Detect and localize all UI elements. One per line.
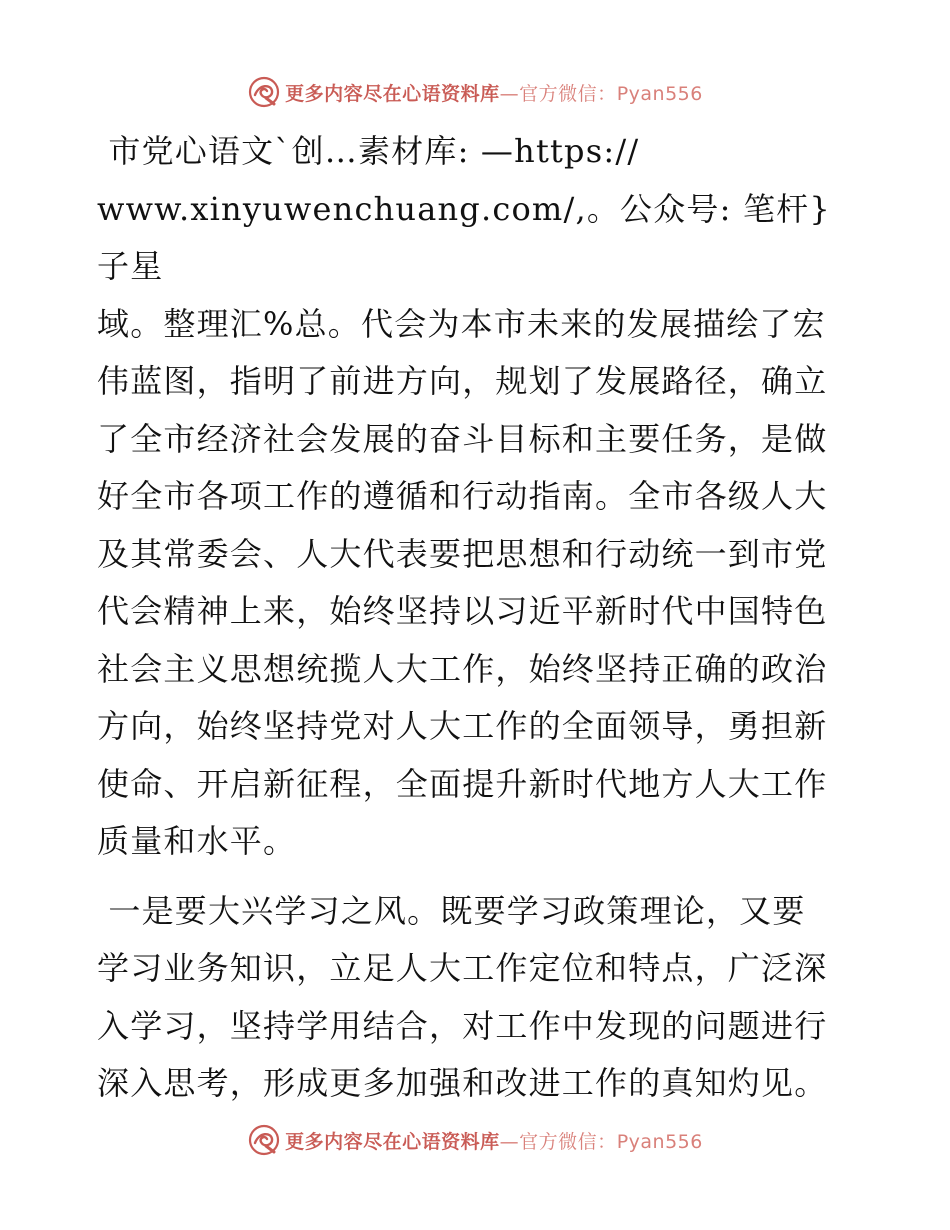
- text-line: 了全市经济社会发展的奋斗目标和主要任务，是做: [97, 419, 828, 458]
- document-body: [97, 123, 857, 1113]
- banner-promo: 更多内容尽在心语资料库: [285, 82, 500, 105]
- header-banner: [0, 72, 950, 112]
- text-line: 入学习，坚持学用结合，对工作中发现的问题进行: [97, 1006, 828, 1045]
- swirl-logo-icon: [247, 75, 281, 109]
- text-line: www.xinyuwenchuang.com/,。公众号: 笔杆}子星: [97, 189, 831, 285]
- banner-separator: —: [499, 1130, 520, 1153]
- text-line: 伟蓝图，指明了前进方向，规划了发展路径，确立: [97, 362, 828, 400]
- text-line: 质量和水平。: [97, 822, 297, 860]
- text-line: 代会精神上来，始终坚持以习近平新时代中国特色: [97, 592, 828, 630]
- banner-wechat-id: Pyan556: [616, 82, 703, 105]
- banner-promo: 更多内容尽在心语资料库: [285, 1130, 500, 1153]
- paragraph-2: [97, 883, 857, 1113]
- banner-wechat-id: Pyan556: [616, 1130, 703, 1153]
- swirl-logo-icon: [247, 1123, 281, 1157]
- banner-text: [285, 1127, 703, 1154]
- text-line: 市党心语文`创…素材库: —https://: [97, 132, 640, 170]
- banner-wechat-label: 官方微信：: [519, 82, 617, 105]
- text-line: 及其常委会、人大代表要把思想和行动统一到市党: [97, 534, 828, 573]
- text-line: 方向，始终坚持党对人大工作的全面领导，勇担新: [97, 707, 828, 745]
- banner-wechat-label: 官方微信：: [519, 1130, 617, 1153]
- paragraph-1: [97, 123, 857, 871]
- text-line: 一是要大兴学习之风。既要学习政策理论，又要: [97, 891, 806, 930]
- footer-banner: [0, 1120, 950, 1160]
- text-line: 域。整理汇%总。代会为本市未来的发展描绘了宏: [97, 304, 826, 343]
- text-line: 深入思考，形成更多加强和改进工作的真知灼见。: [97, 1064, 828, 1102]
- text-line: 好全市各项工作的遵循和行动指南。全市各级人大: [97, 477, 828, 515]
- banner-separator: —: [499, 82, 520, 105]
- banner-text: [285, 79, 703, 106]
- text-line: 使命、开启新征程，全面提升新时代地方人大工作: [97, 764, 828, 803]
- text-line: 学习业务知识，立足人大工作定位和特点，广泛深: [97, 949, 828, 987]
- text-line: 社会主义思想统揽人大工作，始终坚持正确的政治: [97, 649, 828, 688]
